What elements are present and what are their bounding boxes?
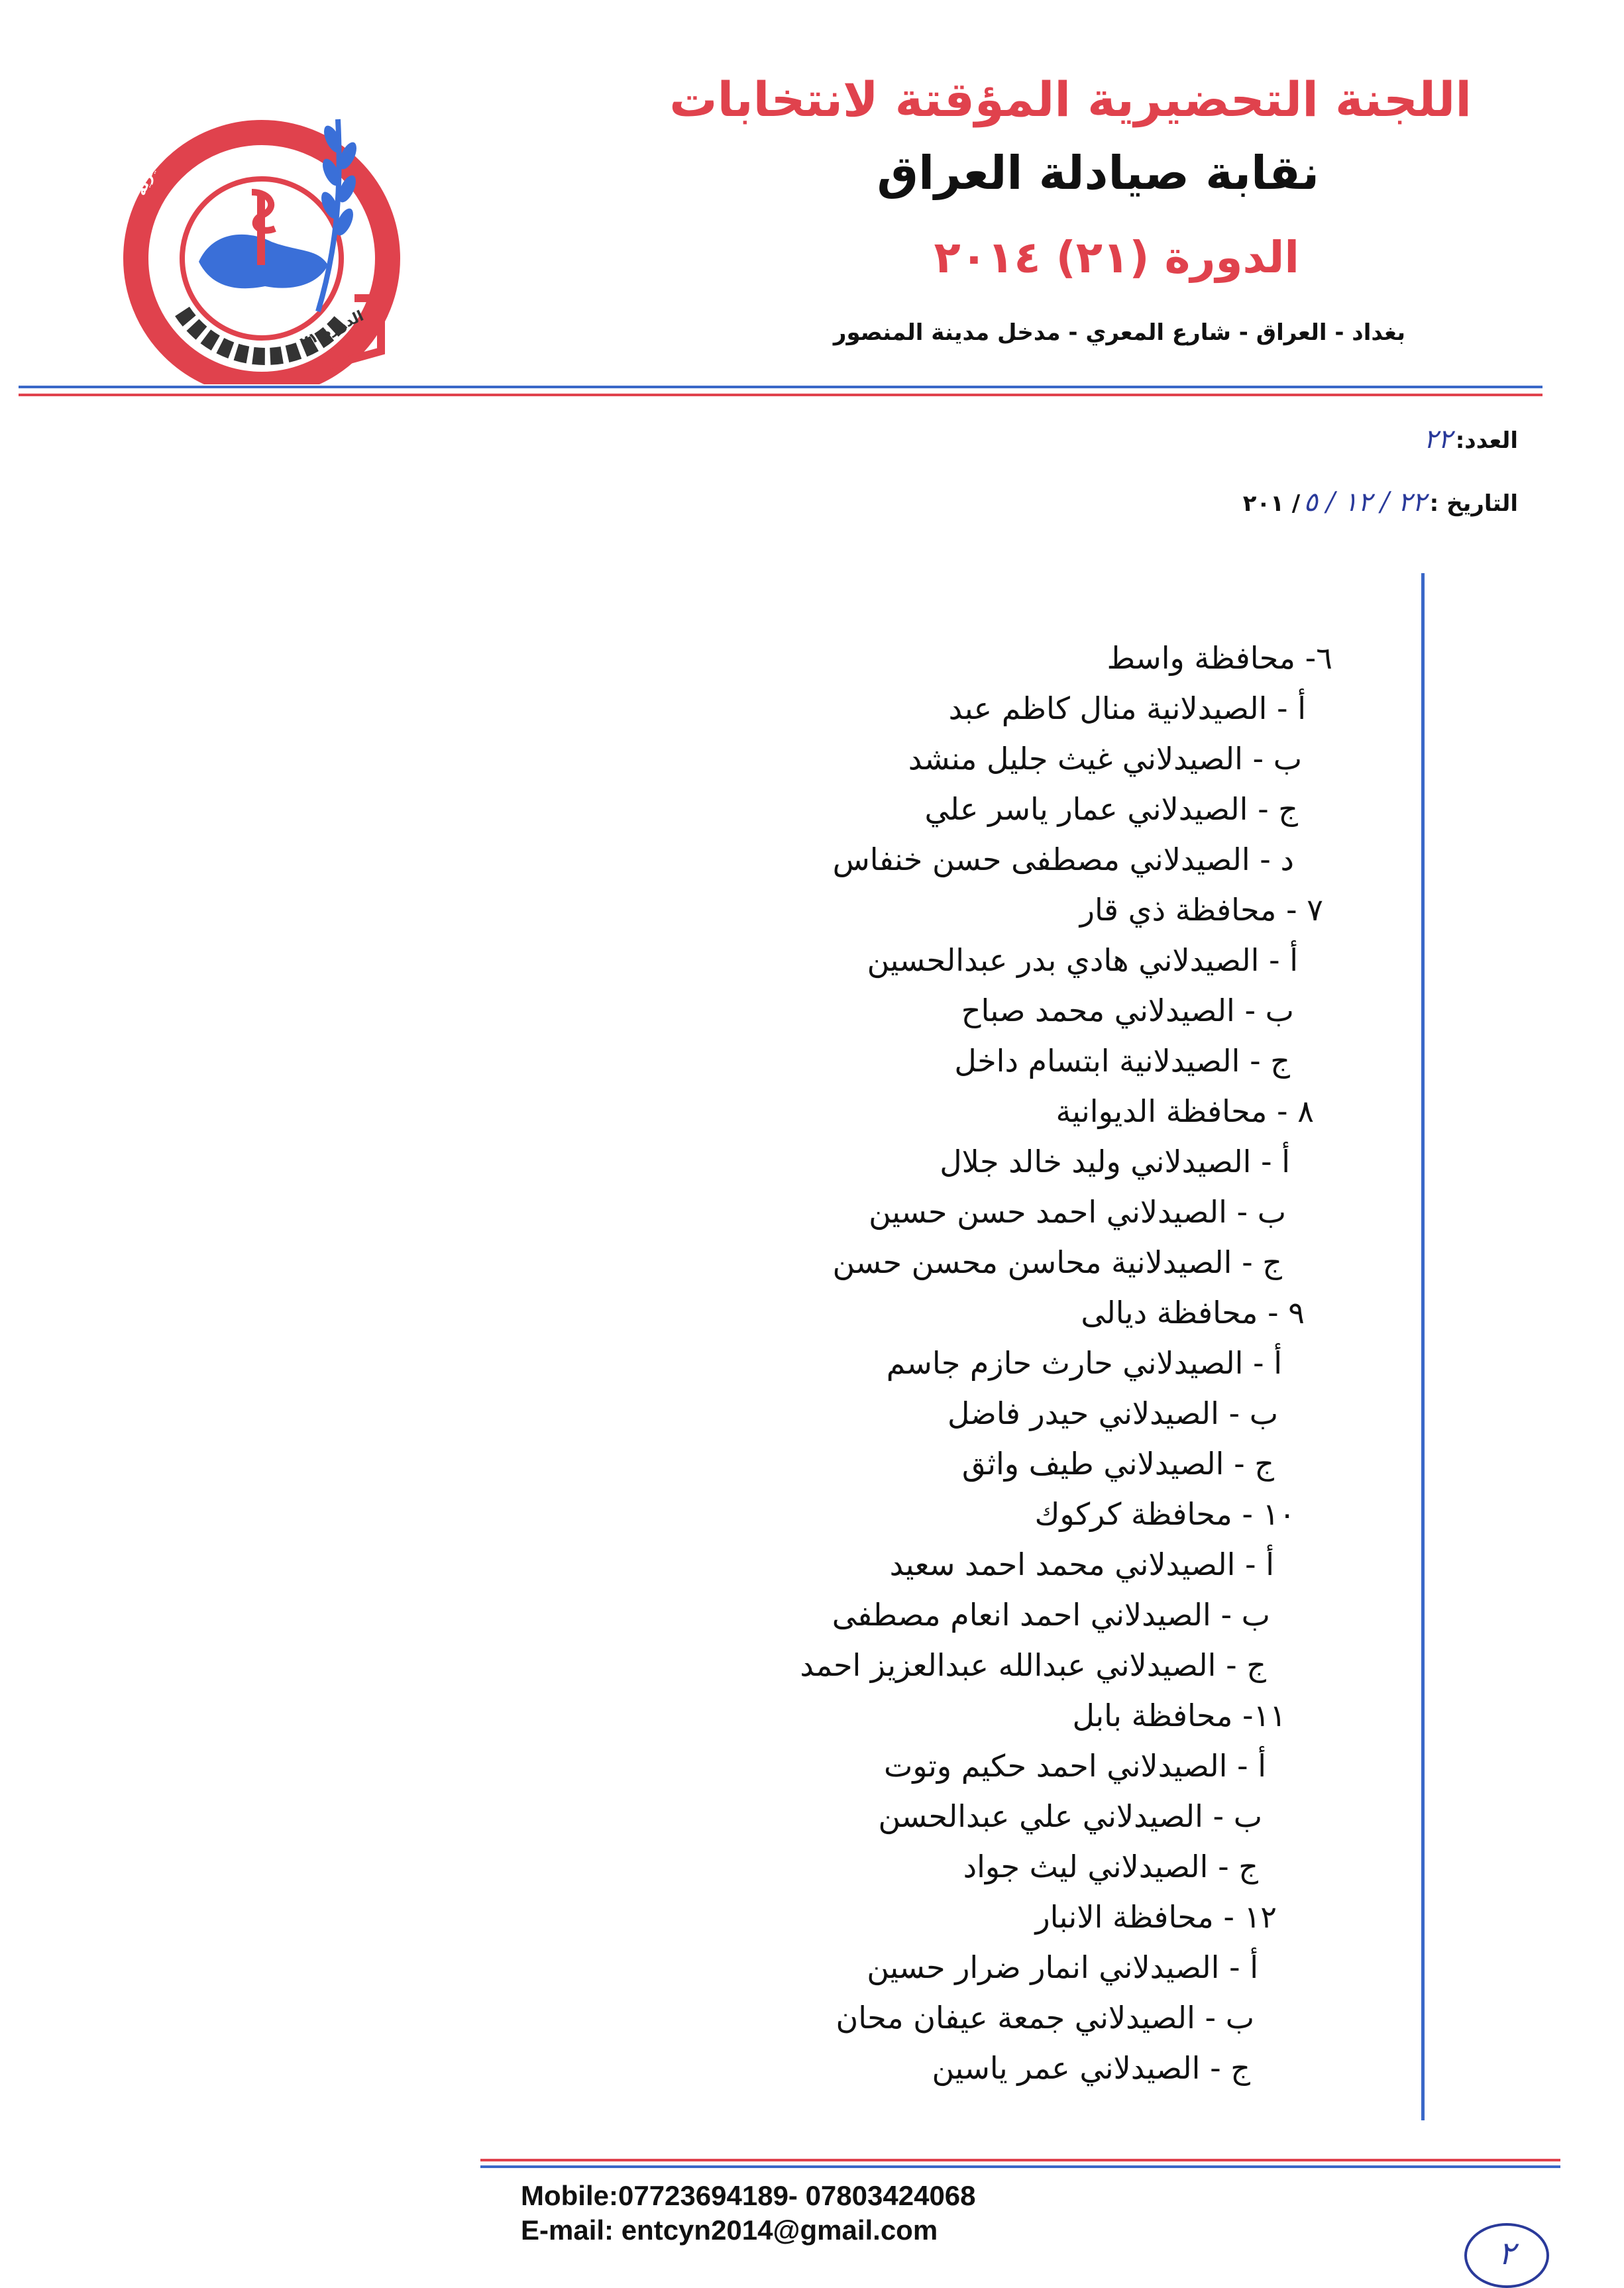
province-section — [206, 1086, 1332, 1287]
candidate-entry: ب - الصيدلاني احمد انعام مصطفى — [832, 1597, 1270, 1633]
candidate-entry: ب - الصيدلاني غيث جليل منشد — [908, 741, 1302, 777]
footer-rule-red — [480, 2159, 1560, 2161]
logo-caption-bottom: الدورة ٢١ — [298, 307, 366, 352]
header-title-syndicate: نقابة صيادلة العراق — [877, 146, 1319, 200]
province-title: ٩ - محافظة ديالى — [1081, 1295, 1305, 1331]
header-title-session: الدورة (٢١) ٢٠١٤ — [934, 232, 1299, 283]
candidate-entry: أ - الصيدلاني وليد خالد جلال — [940, 1144, 1290, 1179]
date-label: التاريخ : — [1429, 490, 1518, 517]
date-printed: / ٢٠١ — [1242, 490, 1301, 517]
header-address: بغداد - العراق - شارع المعري - مدخل مدينة المنصور — [833, 319, 1405, 346]
footer-email: E-mail: entcyn2014@gmail.com — [521, 2214, 938, 2246]
logo-caption-top: اللجنة التحضيرية — [133, 82, 189, 198]
province-title: ١٠ - محافظة كركوك — [1034, 1496, 1295, 1532]
document-date — [1243, 487, 1518, 518]
header-rule-red — [19, 394, 1543, 396]
candidate-entry: ج - الصيدلاني عمار ياسر علي — [924, 791, 1298, 827]
candidate-entry: ج - الصيدلانية محاسن محسن حسن — [832, 1244, 1282, 1280]
candidate-entry: أ - الصيدلاني حارث حازم جاسم — [886, 1345, 1282, 1381]
candidate-entry: د - الصيدلاني مصطفى حسن خنفاس — [832, 842, 1294, 877]
candidate-entry: أ - الصيدلانية منال كاظم عبد — [948, 690, 1306, 726]
candidate-entry: ج - الصيدلاني عمر ياسين — [932, 2050, 1250, 2086]
organization-logo — [119, 82, 424, 384]
margin-line — [1421, 573, 1425, 2120]
candidate-entry: ب - الصيدلاني علي عبدالحسن — [878, 1798, 1262, 1834]
candidate-entry: ب - الصيدلاني حيدر فاضل — [947, 1395, 1278, 1431]
province-title: ٨ - محافظة الديوانية — [1056, 1093, 1314, 1129]
province-section — [206, 885, 1332, 1086]
candidate-entry: ج - الصيدلانية ابتسام داخل — [954, 1043, 1290, 1079]
candidate-entry: ب - الصيدلاني احمد حسن حسين — [869, 1194, 1286, 1230]
province-section — [206, 1489, 1332, 1690]
candidate-entry: ب - الصيدلاني جمعة عيفان محان — [836, 2000, 1254, 2036]
page-number-circle — [1464, 2223, 1549, 2288]
candidate-entry: أ - الصيدلاني احمد حكيم وتوت — [884, 1748, 1266, 1784]
candidate-entry: ج - الصيدلاني عبدالله عبدالعزيز احمد — [800, 1647, 1266, 1683]
province-title: ١٢ - محافظة الانبار — [1035, 1899, 1277, 1935]
province-title: ٧ - محافظة ذي قار — [1079, 892, 1323, 928]
candidate-entry: ج - الصيدلاني ليث جواد — [963, 1849, 1258, 1884]
province-section — [206, 1287, 1332, 1489]
header-title-committee: اللجنة التحضيرية المؤقتة لانتخابات — [669, 72, 1472, 127]
province-section — [206, 633, 1332, 885]
page-number: ٢ — [1498, 2235, 1515, 2272]
number-label: العدد: — [1455, 427, 1518, 454]
province-title: ١١- محافظة بابل — [1072, 1698, 1286, 1733]
province-title: ٦- محافظة واسط — [1107, 640, 1332, 676]
candidate-list — [206, 633, 1332, 2093]
footer-mobile: Mobile:07723694189- 07803424068 — [521, 2180, 976, 2211]
date-handwritten: ٢٢ / ١٢ / ٥ — [1303, 487, 1427, 518]
document-number — [1424, 424, 1518, 455]
candidate-entry: ج - الصيدلاني طيف واثق — [961, 1446, 1274, 1482]
number-value: ٢٢ — [1423, 424, 1452, 455]
candidate-entry: أ - الصيدلاني محمد احمد سعيد — [889, 1547, 1274, 1582]
candidate-entry: أ - الصيدلاني هادي بدر عبدالحسين — [867, 942, 1298, 978]
header-rule-blue — [19, 386, 1543, 388]
footer-rule-blue — [480, 2165, 1560, 2168]
province-section — [206, 1892, 1332, 2093]
candidate-entry: ب - الصيدلاني محمد صباح — [961, 993, 1294, 1028]
candidate-entry: أ - الصيدلاني انمار ضرار حسين — [867, 1949, 1258, 1985]
province-section — [206, 1690, 1332, 1892]
